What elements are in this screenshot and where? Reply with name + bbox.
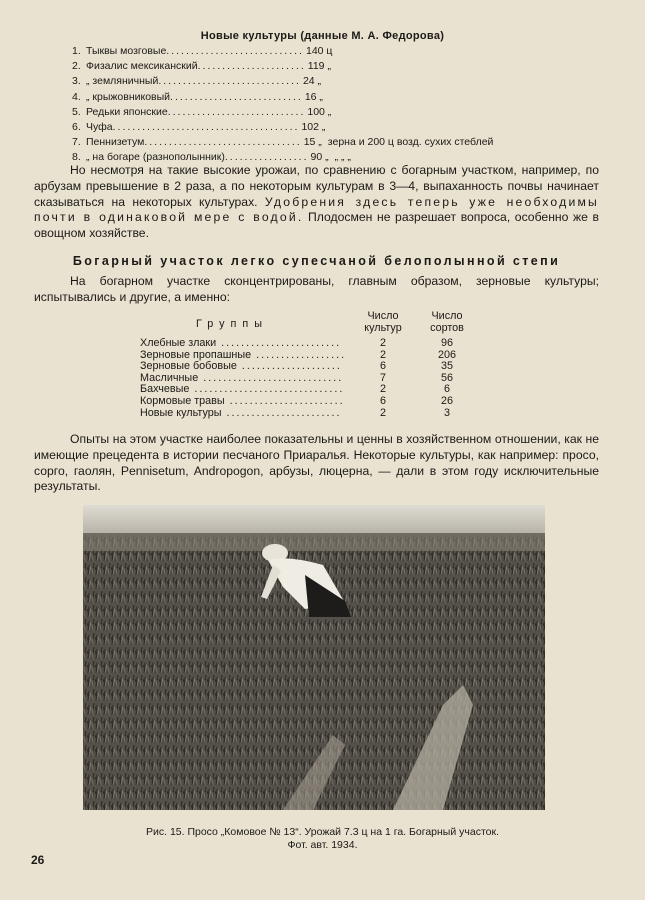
leader-dots: .............................. bbox=[189, 383, 345, 396]
paragraph-fertilizer bbox=[34, 163, 599, 242]
new-crops-row-extra bbox=[331, 59, 337, 74]
leader-dots: ...................... bbox=[197, 60, 306, 73]
new-crops-row-value: 15 „ bbox=[303, 136, 322, 149]
groups-cell-group-text: Зерновые пропашные bbox=[140, 348, 252, 361]
new-crops-row bbox=[72, 135, 592, 150]
new-crops-row-number: 4. bbox=[72, 90, 81, 103]
new-crops-row-extra: зерна и 200 ц возд. сухих стеблей bbox=[327, 136, 494, 149]
new-crops-row-extra bbox=[331, 105, 337, 120]
groups-cell-cultures: 2 bbox=[379, 383, 386, 396]
new-crops-row-number: 8. bbox=[72, 151, 81, 164]
groups-cell-varieties: 96 bbox=[440, 337, 453, 349]
leader-dots: ............................. bbox=[158, 75, 301, 88]
paragraph-fertilizer-tail: Плодосмен не разрешает вопроса, особенно же в овощном хозяйстве. bbox=[34, 210, 599, 241]
groups-cell-group-text: Бахчевые bbox=[140, 383, 190, 396]
new-crops-row-number: 3. bbox=[72, 75, 81, 88]
leader-dots: ....................... bbox=[224, 394, 345, 407]
paragraph-fertilizer-emphasis: Удобрения здесь теперь уже необходимы почти в одинаковой мере с водой. bbox=[34, 194, 599, 225]
new-crops-row-extra bbox=[325, 120, 331, 135]
leader-dots: ................. bbox=[224, 151, 309, 164]
paragraph-results bbox=[34, 432, 599, 495]
groups-cell-cultures: 6 bbox=[379, 360, 386, 373]
leader-dots: ........................ bbox=[216, 337, 342, 349]
new-crops-row bbox=[72, 105, 592, 120]
groups-cell-varieties: 6 bbox=[443, 383, 450, 396]
new-crops-row-number: 7. bbox=[72, 136, 81, 149]
groups-cell-varieties: 3 bbox=[443, 406, 450, 419]
leader-dots: ....................... bbox=[221, 406, 342, 419]
section-heading: Богарный участок легко супесчаной белополынной степи bbox=[72, 254, 561, 268]
groups-cell-varieties: 35 bbox=[440, 360, 453, 373]
paragraph-results-text: Опыты на этом участке наиболее показательны и ценны в хозяйственном отношении, как не имеющие прецедента в истории песчаного Приаралья. Некоторые культуры, как например: просо, сорго, гаолян, Pennisetum, Andropogon, арбузы, люцерна, — дали в этом году исключительные результаты. bbox=[34, 432, 599, 494]
paragraph-fertilizer-text: Но несмотря на такие высокие урожаи, по сравнению с богарным участком, например, по арбузам превышение в 2 раза, а по некоторым культурам в 3—4, выпаханность почвы начинает сказываться на некоторых культурах. bbox=[34, 163, 599, 209]
new-crops-row-value: 140 ц bbox=[305, 45, 333, 57]
groups-cell-group-text: Хлебные злаки bbox=[140, 337, 217, 349]
groups-cell-group-text: Новые культуры bbox=[140, 406, 222, 419]
new-crops-row-number: 5. bbox=[72, 105, 81, 118]
new-crops-row-value: 100 „ bbox=[307, 105, 332, 118]
leader-dots: ........................... bbox=[170, 90, 303, 103]
new-crops-row-name: „ крыжовниковый bbox=[86, 90, 171, 103]
groups-header-varieties: Число сортов bbox=[430, 310, 464, 334]
leader-dots: ............................ bbox=[198, 371, 344, 384]
groups-table-row bbox=[140, 408, 500, 420]
new-crops-row-value: 16 „ bbox=[304, 90, 323, 103]
new-crops-title: Новые культуры (данные М. А. Федорова) bbox=[200, 30, 445, 42]
new-crops-row-extra bbox=[323, 90, 329, 105]
new-crops-row-number: 6. bbox=[72, 121, 81, 134]
paragraph-bogara-intro bbox=[34, 274, 599, 306]
paragraph-bogara-intro-text: На богарном участке сконцентрированы, главным образом, зерновые культуры; испытывались и другие, а именно: bbox=[34, 274, 599, 304]
groups-cell-cultures: 7 bbox=[379, 371, 386, 384]
new-crops-row bbox=[72, 74, 592, 89]
new-crops-row-value: 119 „ bbox=[307, 60, 331, 73]
new-crops-row-name: Пеннизетум bbox=[86, 136, 145, 149]
new-crops-row-number: 1. bbox=[72, 45, 81, 57]
groups-cell-group-text: Зерновые бобовые bbox=[140, 360, 237, 373]
new-crops-row bbox=[72, 90, 592, 105]
groups-cell-cultures: 2 bbox=[379, 348, 386, 361]
page-number: 26 bbox=[31, 853, 45, 867]
new-crops-row-name: „ на богаре (разнополынник) bbox=[86, 151, 225, 164]
new-crops-row-number: 2. bbox=[72, 60, 81, 73]
leader-dots: ................................ bbox=[144, 136, 302, 149]
new-crops-row-name: Тыквы мозговые bbox=[86, 45, 167, 57]
new-crops-row-name: Чуфа bbox=[86, 121, 113, 134]
new-crops-row-name: Физалис мексиканский bbox=[86, 60, 198, 73]
groups-cell-group bbox=[140, 408, 352, 420]
new-crops-row-name: Редьки японские bbox=[86, 105, 168, 118]
leader-dots: .................... bbox=[236, 360, 342, 373]
new-crops-row-name: „ земляничный bbox=[86, 75, 159, 88]
new-crops-row-value: 90 „ bbox=[310, 151, 329, 164]
groups-cell-group-text: Кормовые травы bbox=[140, 394, 225, 407]
groups-table bbox=[140, 310, 500, 419]
groups-header-group: Группы bbox=[196, 318, 268, 330]
groups-table-header bbox=[140, 310, 500, 338]
leader-dots: ............................ bbox=[166, 45, 304, 57]
figure-caption bbox=[0, 826, 645, 852]
new-crops-row-extra bbox=[332, 44, 338, 59]
new-crops-list bbox=[72, 44, 592, 166]
new-crops-row-value: 102 „ bbox=[301, 121, 326, 134]
leader-dots: ............................ bbox=[167, 105, 306, 118]
new-crops-row bbox=[72, 44, 592, 59]
figure-caption-line2: Фот. авт. 1934. bbox=[287, 839, 358, 851]
figure-caption-line1: Рис. 15. Просо „Комовое № 13“. Урожай 7.3 ц на 1 га. Богарный участок. bbox=[145, 826, 499, 838]
groups-table-body bbox=[140, 338, 500, 419]
groups-cell-varieties: 56 bbox=[440, 371, 453, 384]
figure-photo-millet-field bbox=[83, 505, 545, 810]
groups-cell-cultures: 2 bbox=[379, 406, 386, 419]
new-crops-row-extra: „ „ „ bbox=[334, 151, 351, 164]
groups-cell-varieties: 206 bbox=[437, 348, 456, 361]
groups-cell-group-text: Масличные bbox=[140, 371, 199, 384]
new-crops-row-value: 24 „ bbox=[302, 75, 322, 88]
new-crops-row bbox=[72, 59, 592, 74]
groups-cell-cultures: 6 bbox=[379, 394, 386, 407]
new-crops-row bbox=[72, 120, 592, 135]
new-crops-row-extra bbox=[321, 74, 327, 89]
groups-header-cultures: Число культур bbox=[364, 310, 402, 334]
leader-dots: .................. bbox=[251, 348, 347, 361]
groups-cell-cultures: 2 bbox=[379, 337, 386, 349]
photo-illustration bbox=[83, 505, 545, 810]
groups-cell-varieties: 26 bbox=[440, 394, 453, 407]
leader-dots: ...................................... bbox=[112, 121, 300, 134]
